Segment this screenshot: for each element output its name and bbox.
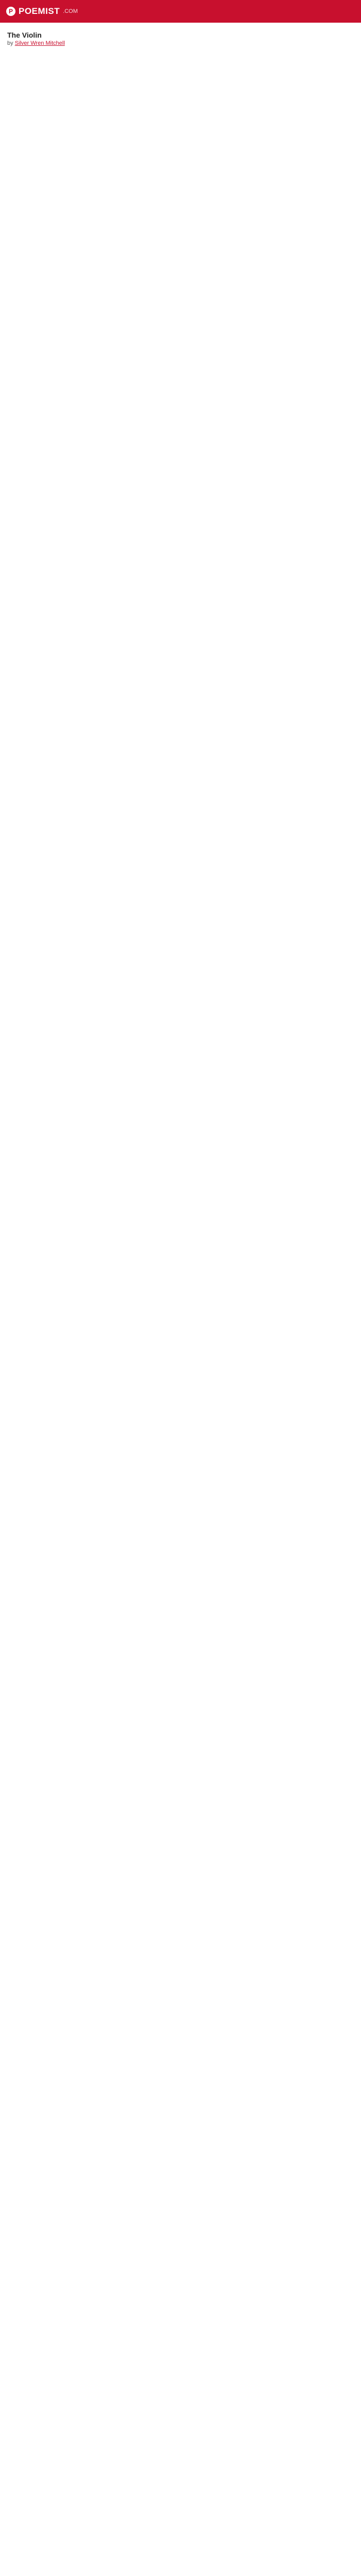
logo-tld: .COM [63, 8, 78, 14]
byline [7, 40, 354, 46]
site-logo[interactable] [6, 6, 78, 16]
site-header [0, 0, 361, 23]
logo-text: POEMIST [19, 6, 60, 16]
author-link[interactable]: Silver Wren Mitchell [14, 40, 65, 46]
logo-icon: P [6, 7, 15, 16]
poem-body [7, 56, 354, 2576]
poem-page [0, 23, 361, 2576]
byline-prefix: by [7, 40, 13, 46]
poem-title: The Violin [7, 31, 42, 39]
